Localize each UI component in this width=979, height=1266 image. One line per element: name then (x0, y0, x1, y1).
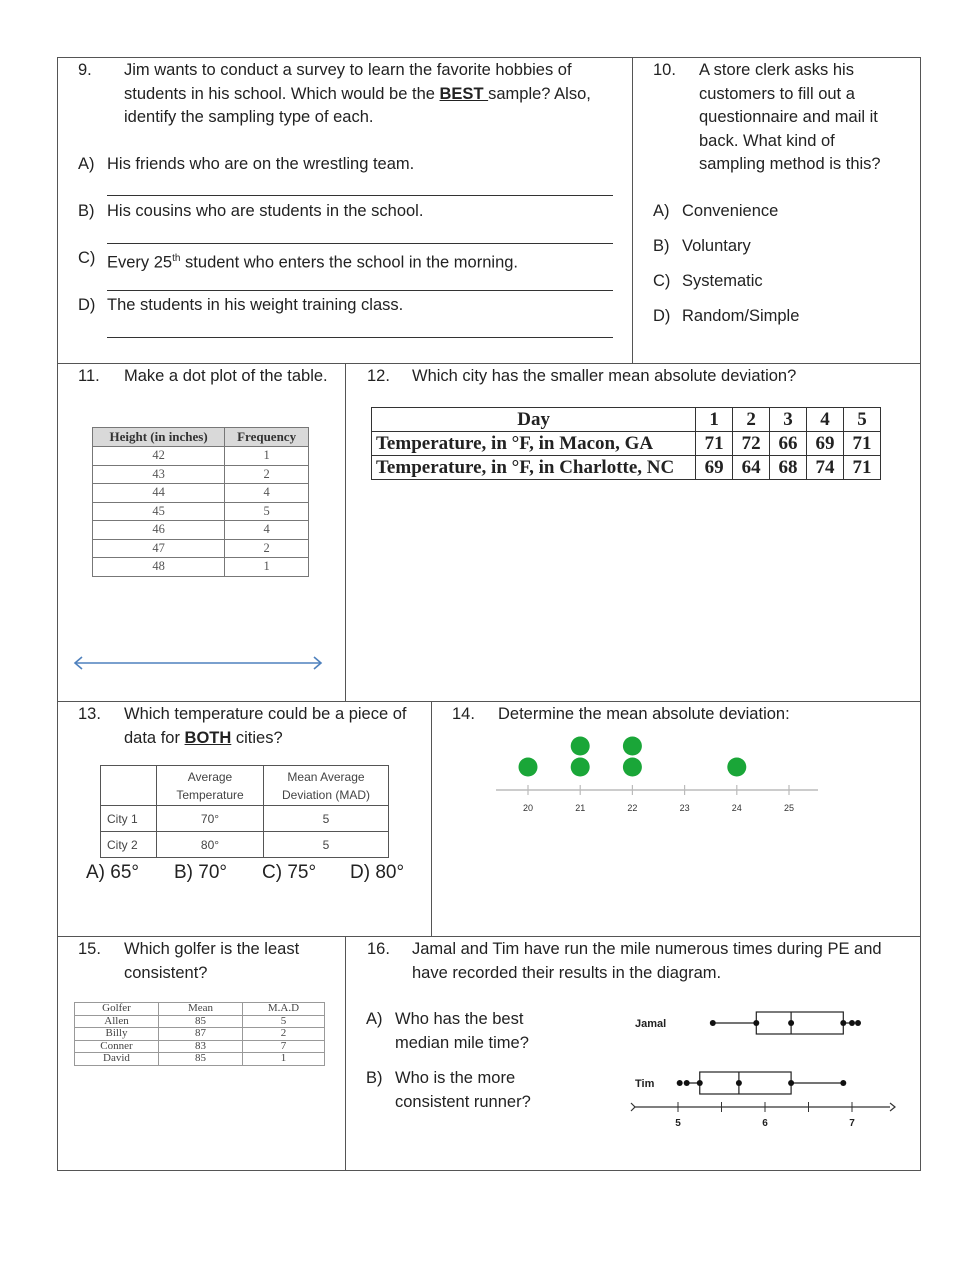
table-row (93, 484, 309, 503)
left-arrow-icon (631, 1103, 635, 1111)
table-row (93, 521, 309, 540)
q10-option-d[interactable]: Random/Simple (682, 307, 800, 325)
q13-prompt-start: Which temperature could be a piece of data for (124, 705, 407, 747)
q9-option-b: His cousins who are students in the school. (107, 202, 424, 220)
q9-option-d-letter: D) (78, 296, 96, 314)
q15-cell: 87 (159, 1028, 243, 1041)
q11-header-height: Height (in inches) (93, 428, 225, 447)
q16-box (756, 1012, 843, 1034)
q15-golfer-table (74, 1002, 325, 1066)
border-left (57, 57, 58, 1171)
q16-tick-label: 6 (762, 1118, 768, 1129)
q11-height-cell: 45 (93, 502, 225, 521)
q11-header-frequency: Frequency (225, 428, 309, 447)
q12-header-row (372, 408, 881, 432)
q11-height-cell: 44 (93, 484, 225, 503)
q13-header-empty (101, 766, 157, 806)
q15-prompt: Which golfer is the least consistent? (124, 940, 300, 982)
q13-cell: City 1 (101, 806, 157, 832)
q15-number: 15. (78, 940, 101, 958)
q16-series-label: Tim (635, 1078, 655, 1090)
q10-option-d-letter: D) (653, 307, 671, 325)
q13-emphasis: BOTH (184, 728, 232, 747)
q11-height-cell: 47 (93, 539, 225, 558)
q16-box (700, 1072, 791, 1094)
q11-height-cell: 43 (93, 465, 225, 484)
q11-frequency-cell: 2 (225, 465, 309, 484)
q12-number: 12. (367, 367, 390, 385)
q16-tick-label: 5 (675, 1118, 681, 1129)
border-bottom (57, 1170, 921, 1171)
q15-cell: 85 (159, 1015, 243, 1028)
q12-header-day: Day (372, 408, 696, 432)
q12-temp-cell: 72 (733, 432, 770, 456)
q14-dot (519, 758, 538, 777)
q16-point (677, 1080, 683, 1086)
col-divider-r2 (345, 363, 346, 701)
q12-header-day-2: 2 (733, 408, 770, 432)
table-row (101, 832, 389, 858)
q10-option-a[interactable]: Convenience (682, 202, 779, 220)
q9-number: 9. (78, 61, 92, 79)
q11-frequency-cell: 1 (225, 558, 309, 577)
q15-header-mad: M.A.D (243, 1003, 325, 1016)
right-arrow-icon (890, 1103, 895, 1111)
q13-cell: 5 (264, 832, 389, 858)
q9-option-c-letter: C) (78, 249, 96, 267)
q10-option-b[interactable]: Voluntary (682, 237, 751, 255)
q13-cell: 5 (264, 806, 389, 832)
q12-prompt: Which city has the smaller mean absolute deviation? (412, 367, 797, 385)
q16-point (840, 1020, 846, 1026)
q9-option-a: His friends who are on the wrestling team. (107, 155, 415, 173)
q16-point (710, 1020, 716, 1026)
q9-answer-line-c[interactable] (107, 290, 613, 291)
q13-cell: 70° (157, 806, 264, 832)
q11-prompt: Make a dot plot of the table. (124, 367, 328, 385)
table-row (75, 1053, 325, 1066)
q15-cell: 85 (159, 1053, 243, 1066)
q12-temp-cell: 69 (807, 432, 844, 456)
q13-cell: City 2 (101, 832, 157, 858)
table-row (93, 558, 309, 577)
q12-temp-cell: 71 (843, 432, 880, 456)
q10-option-c-letter: C) (653, 272, 671, 290)
q14-dot (571, 737, 590, 756)
col-divider-r1 (632, 57, 633, 363)
q9-option-c-sup: th (172, 253, 181, 264)
q14-dot-plot (490, 730, 830, 820)
q16-point (849, 1020, 855, 1026)
q14-dot (623, 737, 642, 756)
table-row (93, 539, 309, 558)
table-row (93, 465, 309, 484)
q16-option-a-letter: A) (366, 1010, 383, 1028)
q9-prompt-end: sample? Also, identify the sampling type of each. (124, 84, 591, 126)
q16-option-b-letter: B) (366, 1069, 383, 1087)
q14-number: 14. (452, 705, 475, 723)
q13-city-table (100, 765, 389, 858)
q13-prompt (124, 703, 419, 750)
q15-cell: 2 (243, 1028, 325, 1041)
q16-point (788, 1080, 794, 1086)
table-row (101, 806, 389, 832)
q10-option-c[interactable]: Systematic (682, 272, 763, 290)
q12-header-day-1: 1 (696, 408, 733, 432)
q16-point (697, 1080, 703, 1086)
row-divider-1 (57, 363, 921, 364)
row-divider-3 (57, 936, 921, 937)
q13-number: 13. (78, 705, 101, 723)
q9-option-a-letter: A) (78, 155, 95, 173)
q14-tick-label: 25 (783, 803, 795, 813)
row-divider-2 (57, 701, 921, 702)
table-row (75, 1015, 325, 1028)
table-row (372, 432, 881, 456)
col-divider-r4 (345, 936, 346, 1170)
q14-prompt: Determine the mean absolute deviation: (498, 705, 790, 723)
q16-tick-label: 7 (849, 1118, 855, 1129)
q10-option-b-letter: B) (653, 237, 670, 255)
q13-prompt-end: cities? (231, 728, 283, 747)
q16-number: 16. (367, 940, 390, 958)
q12-header-day-3: 3 (770, 408, 807, 432)
table-row (75, 1028, 325, 1041)
q15-header-mean: Mean (159, 1003, 243, 1016)
q16-point (736, 1080, 742, 1086)
q12-temp-cell: 68 (770, 456, 807, 480)
q13-answer-a[interactable]: A) 65° (86, 862, 140, 883)
q15-cell: Billy (75, 1028, 159, 1041)
q11-height-cell: 48 (93, 558, 225, 577)
q9-answer-line-b[interactable] (107, 243, 613, 244)
q12-temp-cell: 66 (770, 432, 807, 456)
q14-dot (571, 758, 590, 777)
q11-frequency-cell: 4 (225, 521, 309, 540)
q9-answer-line-d[interactable] (107, 337, 613, 338)
q11-frequency-cell: 1 (225, 447, 309, 466)
table-row (75, 1040, 325, 1053)
q15-cell: Allen (75, 1015, 159, 1028)
table-row (93, 502, 309, 521)
q16-prompt: Jamal and Tim have run the mile numerous times during PE and have recorded their results in the diagram. (412, 940, 882, 982)
q15-cell: 7 (243, 1040, 325, 1053)
table-row (372, 456, 881, 480)
q16-point (840, 1080, 846, 1086)
q16-option-b: Who is the more consistent runner? (395, 1069, 531, 1111)
q9-option-c-start: Every 25 (107, 253, 173, 272)
q14-dot (623, 758, 642, 777)
q16-option-a: Who has the best median mile time? (395, 1010, 529, 1052)
border-top (57, 57, 921, 58)
q14-tick-label: 22 (627, 803, 638, 813)
border-right (920, 57, 921, 1171)
q10-prompt: A store clerk asks his customers to fill out a questionnaire and mail it back. What kind of sampling method is this? (699, 61, 881, 173)
q16-box-plot (625, 1000, 900, 1135)
q13-answer-b[interactable]: B) 70° (174, 862, 228, 883)
q15-header-golfer: Golfer (75, 1003, 159, 1016)
q16-point (788, 1020, 794, 1026)
q14-tick-label: 20 (522, 803, 534, 813)
q9-option-c (107, 247, 518, 275)
q12-row-label: Temperature, in °F, in Macon, GA (372, 432, 696, 456)
q12-temperature-table (371, 407, 881, 480)
q12-temp-cell: 69 (696, 456, 733, 480)
q16-point (684, 1080, 690, 1086)
q15-cell: David (75, 1053, 159, 1066)
q14-tick-label: 24 (731, 803, 742, 813)
q12-row-label: Temperature, in °F, in Charlotte, NC (372, 456, 696, 480)
q14-dot (727, 758, 746, 777)
q10-option-a-letter: A) (653, 202, 670, 220)
q9-prompt-start: Jim wants to conduct a survey to learn the favorite hobbies of students in his school. Which would be the (124, 61, 572, 103)
q12-temp-cell: 71 (696, 432, 733, 456)
q12-header-day-4: 4 (807, 408, 844, 432)
q14-tick-label: 21 (575, 803, 586, 813)
q11-height-cell: 42 (93, 447, 225, 466)
q9-prompt (124, 59, 624, 130)
q9-option-c-end: student who enters the school in the morning. (180, 253, 519, 272)
q12-temp-cell: 64 (733, 456, 770, 480)
q16-point (855, 1020, 861, 1026)
q9-option-b-letter: B) (78, 202, 95, 220)
q11-frequency-table (92, 427, 309, 577)
q11-number: 11. (78, 367, 100, 385)
table-row (93, 447, 309, 466)
q9-answer-line-a[interactable] (107, 195, 613, 196)
q11-frequency-cell: 2 (225, 539, 309, 558)
q13-cell: 80° (157, 832, 264, 858)
q11-number-line[interactable] (70, 654, 326, 672)
q9-option-d: The students in his weight training class. (107, 296, 404, 314)
q13-header-mad: Mean Average Deviation (MAD) (264, 766, 389, 806)
q12-temp-cell: 71 (843, 456, 880, 480)
q12-temp-cell: 74 (807, 456, 844, 480)
q10-number: 10. (653, 61, 676, 79)
q9-emphasis: BEST (439, 84, 489, 103)
q13-answer-d[interactable]: D) 80° (350, 862, 405, 883)
q11-frequency-cell: 5 (225, 502, 309, 521)
q16-point (753, 1020, 759, 1026)
q15-cell: 5 (243, 1015, 325, 1028)
q15-cell: Conner (75, 1040, 159, 1053)
q11-height-cell: 46 (93, 521, 225, 540)
q11-frequency-cell: 4 (225, 484, 309, 503)
q15-cell: 1 (243, 1053, 325, 1066)
col-divider-r3 (431, 701, 432, 936)
q14-tick-label: 23 (679, 803, 690, 813)
q13-answer-c[interactable]: C) 75° (262, 862, 317, 883)
q15-cell: 83 (159, 1040, 243, 1053)
q16-series-label: Jamal (635, 1018, 667, 1030)
q12-header-day-5: 5 (843, 408, 880, 432)
q13-header-avg-temp: Average Temperature (157, 766, 264, 806)
